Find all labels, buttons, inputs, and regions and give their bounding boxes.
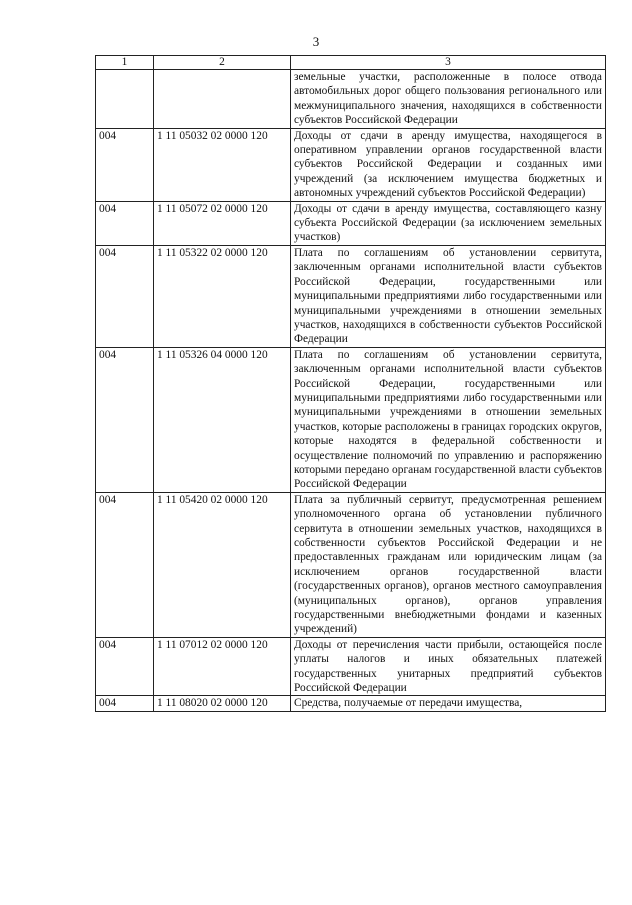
admin-code-cell: 004 bbox=[96, 696, 154, 711]
description-cell: Плата за публичный сервитут, предусмотренная решением уполномоченного органа об установлении публичного сервитута в отношении земельных участков, находящихся в собственности субъектов Российской Федерации и не предоставленных гражданам или юридическим лицам (за исключением органов государственной власти (государственных органов), органов местного самоуправления (муниципальных органов), органов управления государственными внебюджетными фондами и казенных учреждений) bbox=[291, 492, 606, 637]
column-header-1: 1 bbox=[96, 56, 154, 70]
description-cell: земельные участки, расположенные в полосе отвода автомобильных дорог общего пользования регионального или межмуниципального значения, находящихся в собственности субъектов Российской Федерации bbox=[291, 70, 606, 129]
budget-code-cell: 1 11 05322 02 0000 120 bbox=[154, 245, 291, 347]
table-row bbox=[96, 492, 606, 637]
table-row bbox=[96, 637, 606, 696]
table-row bbox=[96, 201, 606, 245]
budget-code-cell: 1 11 05032 02 0000 120 bbox=[154, 128, 291, 201]
admin-code-cell: 004 bbox=[96, 128, 154, 201]
admin-code-cell: 004 bbox=[96, 201, 154, 245]
description-cell: Доходы от перечисления части прибыли, остающейся после уплаты налогов и иных обязательных платежей государственных унитарных предприятий субъектов Российской Федерации bbox=[291, 637, 606, 696]
admin-code-cell: 004 bbox=[96, 245, 154, 347]
admin-code-cell: 004 bbox=[96, 492, 154, 637]
table-row bbox=[96, 245, 606, 347]
page-number: 3 bbox=[312, 34, 320, 49]
table-row bbox=[96, 696, 606, 711]
description-cell: Плата по соглашениям об установлении сервитута, заключенным органами исполнительной власти субъектов Российской Федерации, государственными или муниципальными предприятиями либо государственными или муниципальными учреждениями в отношении земельных участков, которые расположены в границах городских округов, которые находятся в федеральной собственности и осуществление полномочий по управлению и распоряжению которыми передано органам государственной власти субъектов Российской Федерации bbox=[291, 347, 606, 492]
budget-code-cell: 1 11 05326 04 0000 120 bbox=[154, 347, 291, 492]
budget-code-cell: 1 11 07012 02 0000 120 bbox=[154, 637, 291, 696]
description-cell: Средства, получаемые от передачи имущества, bbox=[291, 696, 606, 711]
admin-code-cell: 004 bbox=[96, 637, 154, 696]
revenue-codes-table bbox=[95, 55, 606, 712]
column-header-3: 3 bbox=[291, 56, 606, 70]
description-cell: Доходы от сдачи в аренду имущества, составляющего казну субъекта Российской Федерации (за исключением земельных участков) bbox=[291, 201, 606, 245]
table-row bbox=[96, 128, 606, 201]
description-cell: Доходы от сдачи в аренду имущества, находящегося в оперативном управлении органов государственной власти субъектов Российской Федерации и созданных ими учреждений (за исключением имущества бюджетных и автономных учреждений субъектов Российской Федерации) bbox=[291, 128, 606, 201]
table-header-row bbox=[96, 56, 606, 70]
budget-code-cell: 1 11 05072 02 0000 120 bbox=[154, 201, 291, 245]
admin-code-cell bbox=[96, 70, 154, 129]
table-row bbox=[96, 347, 606, 492]
admin-code-cell: 004 bbox=[96, 347, 154, 492]
column-header-2: 2 bbox=[154, 56, 291, 70]
description-cell: Плата по соглашениям об установлении сервитута, заключенным органами исполнительной власти субъектов Российской Федерации, государственными или муниципальными предприятиями либо государственными или муниципальными учреждениями в отношении земельных участков, находящихся в собственности субъектов Российской Федерации bbox=[291, 245, 606, 347]
budget-code-cell bbox=[154, 70, 291, 129]
budget-code-cell: 1 11 08020 02 0000 120 bbox=[154, 696, 291, 711]
table-row bbox=[96, 70, 606, 129]
budget-code-cell: 1 11 05420 02 0000 120 bbox=[154, 492, 291, 637]
